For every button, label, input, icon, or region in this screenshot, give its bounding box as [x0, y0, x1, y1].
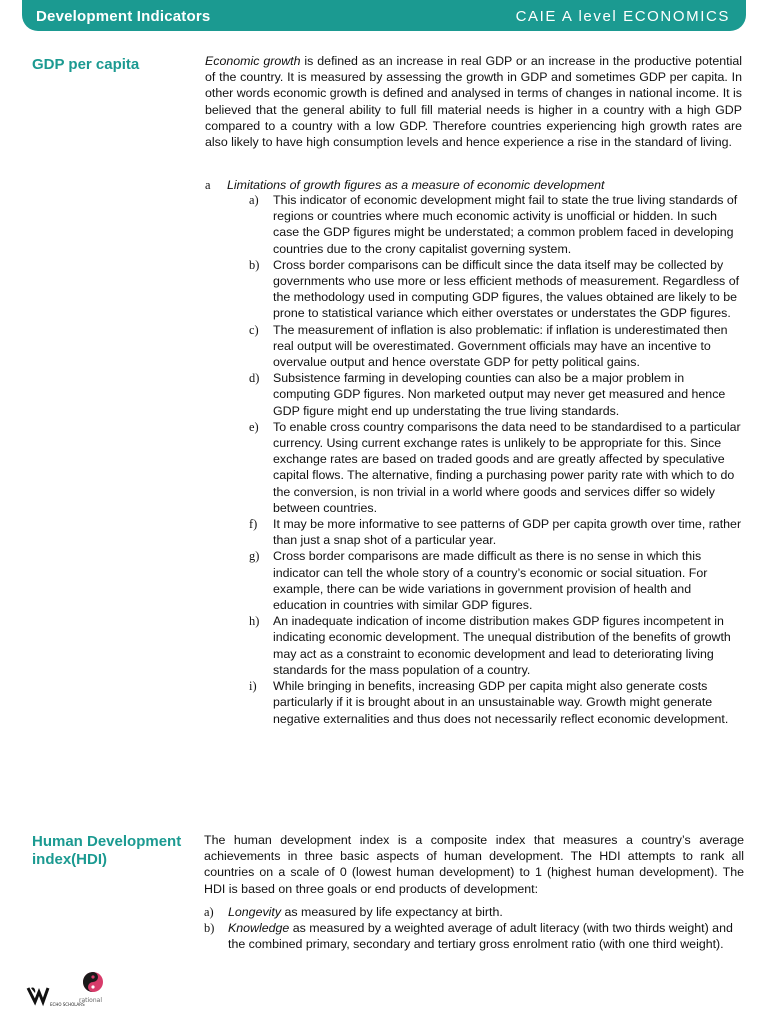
limitations-subheading [205, 177, 604, 193]
echo-scholars-logo [26, 984, 85, 1010]
list-marker: b) [204, 921, 215, 936]
logo1-caption: ECHO SCHOLARS [50, 1002, 85, 1007]
list-marker: d) [249, 371, 260, 386]
list-item-text: An inadequate indication of income distribution makes GDP figures incompetent in indicating economic development. The unequal distribution of the benefits of growth may act as a constraint to economic development and lead to deteriorating living standards for the mass population of a country. [273, 614, 731, 677]
list-item [249, 322, 743, 371]
list-item-text: Cross border comparisons can be difficult since the data itself may be collected by governments who use more or less efficient methods of measurement. Regardless of the methodology used in computing GDP figures, the values obtained are likely to be prone to statistical variance which either overstates or understates the GDP figures. [273, 257, 740, 321]
subheading-marker: a [205, 178, 211, 192]
header-section-title: Development Indicators [36, 8, 211, 25]
list-marker: i) [249, 679, 257, 694]
list-marker: c) [249, 322, 259, 337]
list-item [249, 419, 743, 516]
logo2-caption: rational [79, 997, 102, 1004]
economic-growth-term: Economic growth [205, 54, 301, 68]
list-item-text: This indicator of economic development might fail to state the true living standards of regions or countries where much economic activity is unofficial or hidden. In such case the GDP figures might be understated; a common problem faced in developing countries due to the crony capitalist governing system. [273, 193, 738, 256]
list-item [249, 516, 743, 548]
list-item-text: The measurement of inflation is also problematic: if inflation is underestimated then real output will be overestimated. Government officials may have an incentive to overvalue output and hence overstate GDP for petty political gains. [273, 322, 728, 370]
list-marker: a) [249, 193, 259, 207]
list-item-text: Cross border comparisons are made difficult as there is no sense in which this indicator can tell the whole story of a country’s economic or social situation. For example, there can be wide variations in government provision of health and education in countries with similar GDP figures. [273, 549, 708, 613]
rational-logo [78, 969, 108, 1009]
list-marker: f) [249, 517, 258, 532]
hdi-heading: Human Development index(HDI) [32, 833, 182, 868]
hdi-goals-list [204, 904, 744, 953]
gdp-intro-text: is defined as an increase in real GDP or an increase in the productive potential of the country. It is measured by assessing the growth in GDP and sometimes GDP per capita. In other words economic growth is defined and analysed in terms of changes in national income. It is believed that the general ability to full fill material needs is higher in a country with a high GDP compared to a country with a low GDP. Therefore countries experiencing high growth rates are also likely to have high consumption levels and hence experience a rise in the standard of living. [205, 54, 742, 150]
list-item-text: To enable cross country comparisons the data need to be standardised to a particular currency. Using current exchange rates is unlikely to be appropriate for this. Since exchange rates are based on traded goods and are greatly affected by speculative capital flows. The alternative, finding a purchasing power parity rate with which to do the conversion, is non trivial in a world where goods and services differ so widely between countries. [273, 419, 741, 515]
gdp-per-capita-heading: GDP per capita [32, 56, 140, 73]
list-item [204, 920, 744, 952]
list-marker: g) [249, 549, 260, 564]
list-item-text: It may be more informative to see patterns of GDP per capita growth over time, rather than just a snap shot of a particular year. [273, 517, 742, 548]
goal-term: Longevity [228, 905, 282, 919]
list-item-text: Subsistence farming in developing counties can also be a major problem in computing GDP figures. Non marketed output may never get measured and hence GDP figure might end up understating the true living standards. [273, 371, 726, 418]
list-marker: h) [249, 614, 260, 629]
list-marker: e) [249, 419, 259, 434]
subheading-text: Limitations of growth figures as a measure of economic development [227, 178, 605, 192]
list-item [204, 904, 744, 920]
list-marker: b) [249, 257, 260, 272]
list-item [249, 678, 743, 727]
list-item-text: While bringing in benefits, increasing GDP per capita might also generate costs particularly if it is brought about in an unsustainable way. Growth might generate negative externalities and thus does not necessarily reflect economic development. [273, 679, 729, 726]
list-marker: a) [204, 905, 214, 919]
gdp-intro-paragraph [205, 53, 742, 150]
list-item [249, 257, 743, 322]
page-header [22, 0, 746, 31]
goal-term: Knowledge [228, 921, 290, 936]
list-item [249, 548, 743, 613]
list-item [249, 370, 743, 419]
list-item [249, 192, 743, 257]
limitations-list [249, 192, 743, 727]
list-item [249, 613, 743, 678]
goal-text: as measured by life expectancy at birth. [281, 905, 503, 919]
hdi-intro-paragraph: The human development index is a composite index that measures a country’s average achievements in three basic aspects of human development. The HDI attempts to rank all countries on a scale of 0 (lowest human development) to 1 (highest human development). The HDI is based on three goals or end products of development: [204, 833, 744, 896]
goal-text: as measured by a weighted average of adult literacy (with two thirds weight) and the combined primary, secondary and tertiary gross enrolment ratio (with one third weight). [228, 921, 733, 952]
header-course-title: CAIE A level ECONOMICS [515, 8, 730, 25]
